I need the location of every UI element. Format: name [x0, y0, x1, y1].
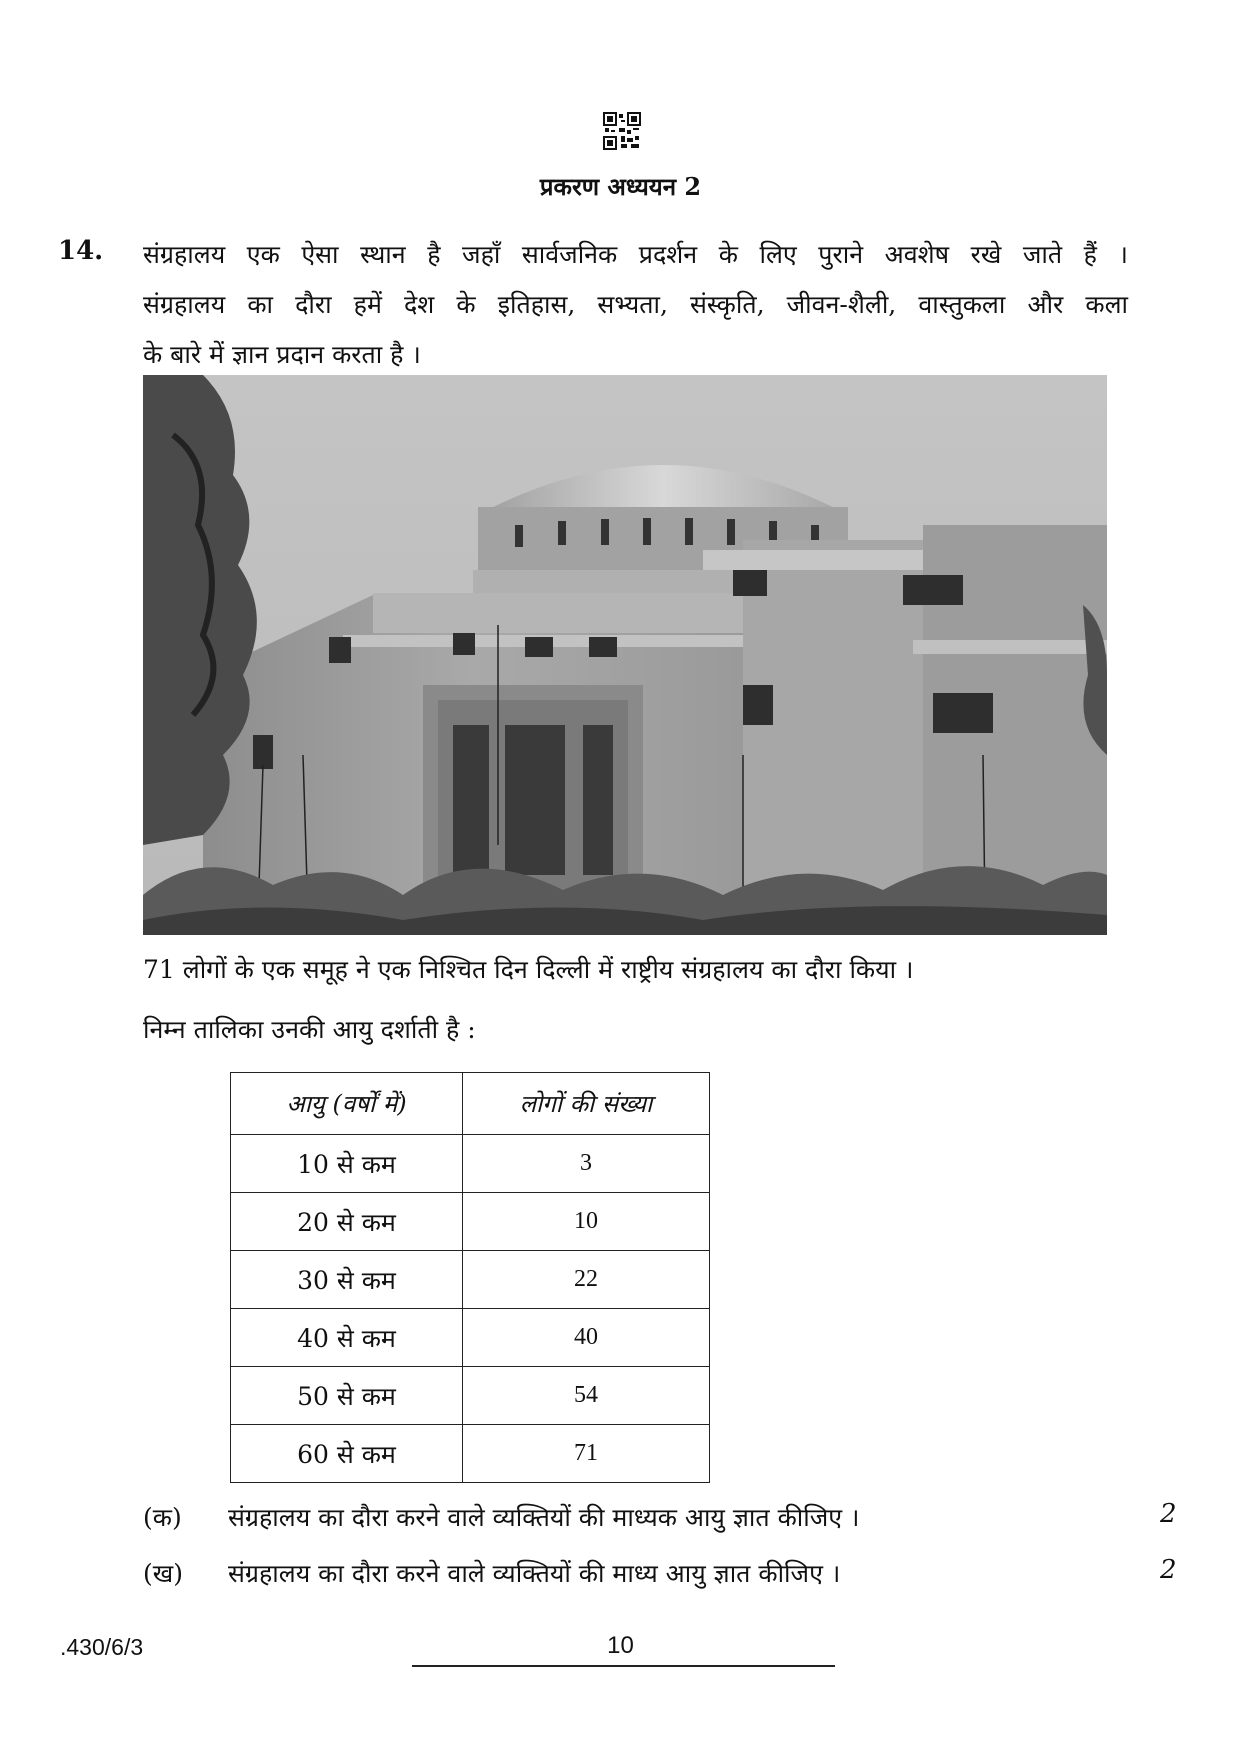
page-number: 10	[607, 1632, 634, 1659]
age-cell: 50 से कम	[231, 1367, 463, 1425]
count-cell: 3	[463, 1135, 710, 1193]
age-cell: 30 से कम	[231, 1251, 463, 1309]
question-intro	[143, 230, 1128, 380]
group-visit-text: 71 लोगों के एक समूह ने एक निश्चित दिन दिल्ली में राष्ट्रीय संग्रहालय का दौरा किया ।	[143, 955, 914, 984]
table-row	[231, 1193, 710, 1251]
age-cell: 40 से कम	[231, 1309, 463, 1367]
table-header-row	[231, 1073, 710, 1135]
count-cell: 40	[463, 1309, 710, 1367]
age-cell: 60 से कम	[231, 1425, 463, 1483]
paper-code: .430/6/3	[60, 1634, 144, 1660]
question-number: 14.	[58, 236, 104, 266]
count-cell: 10	[463, 1193, 710, 1251]
table-row	[231, 1135, 710, 1193]
count-cell: 71	[463, 1425, 710, 1483]
age-cell: 10 से कम	[231, 1135, 463, 1193]
age-distribution-table	[230, 1072, 710, 1483]
age-cell: 20 से कम	[231, 1193, 463, 1251]
header-count: लोगों की संख्या	[463, 1073, 710, 1135]
subquestion-text-b: संग्रहालय का दौरा करने वाले व्यक्तियों की माध्य आयु ज्ञात कीजिए ।	[228, 1559, 841, 1588]
subquestion-label-b: (ख)	[143, 1559, 183, 1588]
intro-line: के बारे में ज्ञान प्रदान करता है ।	[143, 340, 421, 369]
count-cell: 22	[463, 1251, 710, 1309]
table-row	[231, 1367, 710, 1425]
intro-line: संग्रहालय एक ऐसा स्थान है जहाँ सार्वजनिक प्रदर्शन के लिए पुराने अवशेष रखे जाते हैं ।	[143, 240, 1128, 269]
table-row	[231, 1251, 710, 1309]
qr-code-icon	[603, 112, 641, 150]
footer-rule	[412, 1665, 835, 1667]
subquestion-text-a: संग्रहालय का दौरा करने वाले व्यक्तियों की माध्यक आयु ज्ञात कीजिए ।	[228, 1503, 860, 1532]
subquestion-marks-b: 2	[1160, 1555, 1177, 1585]
subquestion-label-a: (क)	[143, 1503, 182, 1532]
intro-line: संग्रहालय का दौरा हमें देश के इतिहास, सभ्यता, संस्कृति, जीवन-शैली, वास्तुकला और कला	[143, 290, 1128, 319]
count-cell: 54	[463, 1367, 710, 1425]
table-row	[231, 1425, 710, 1483]
section-title: प्रकरण अध्ययन 2	[539, 172, 702, 201]
table-intro-text: निम्न तालिका उनकी आयु दर्शाती है :	[143, 1015, 476, 1044]
table-row	[231, 1309, 710, 1367]
subquestion-marks-a: 2	[1160, 1499, 1177, 1529]
museum-building-photo	[143, 375, 1107, 935]
header-age: आयु (वर्षों में)	[231, 1073, 463, 1135]
